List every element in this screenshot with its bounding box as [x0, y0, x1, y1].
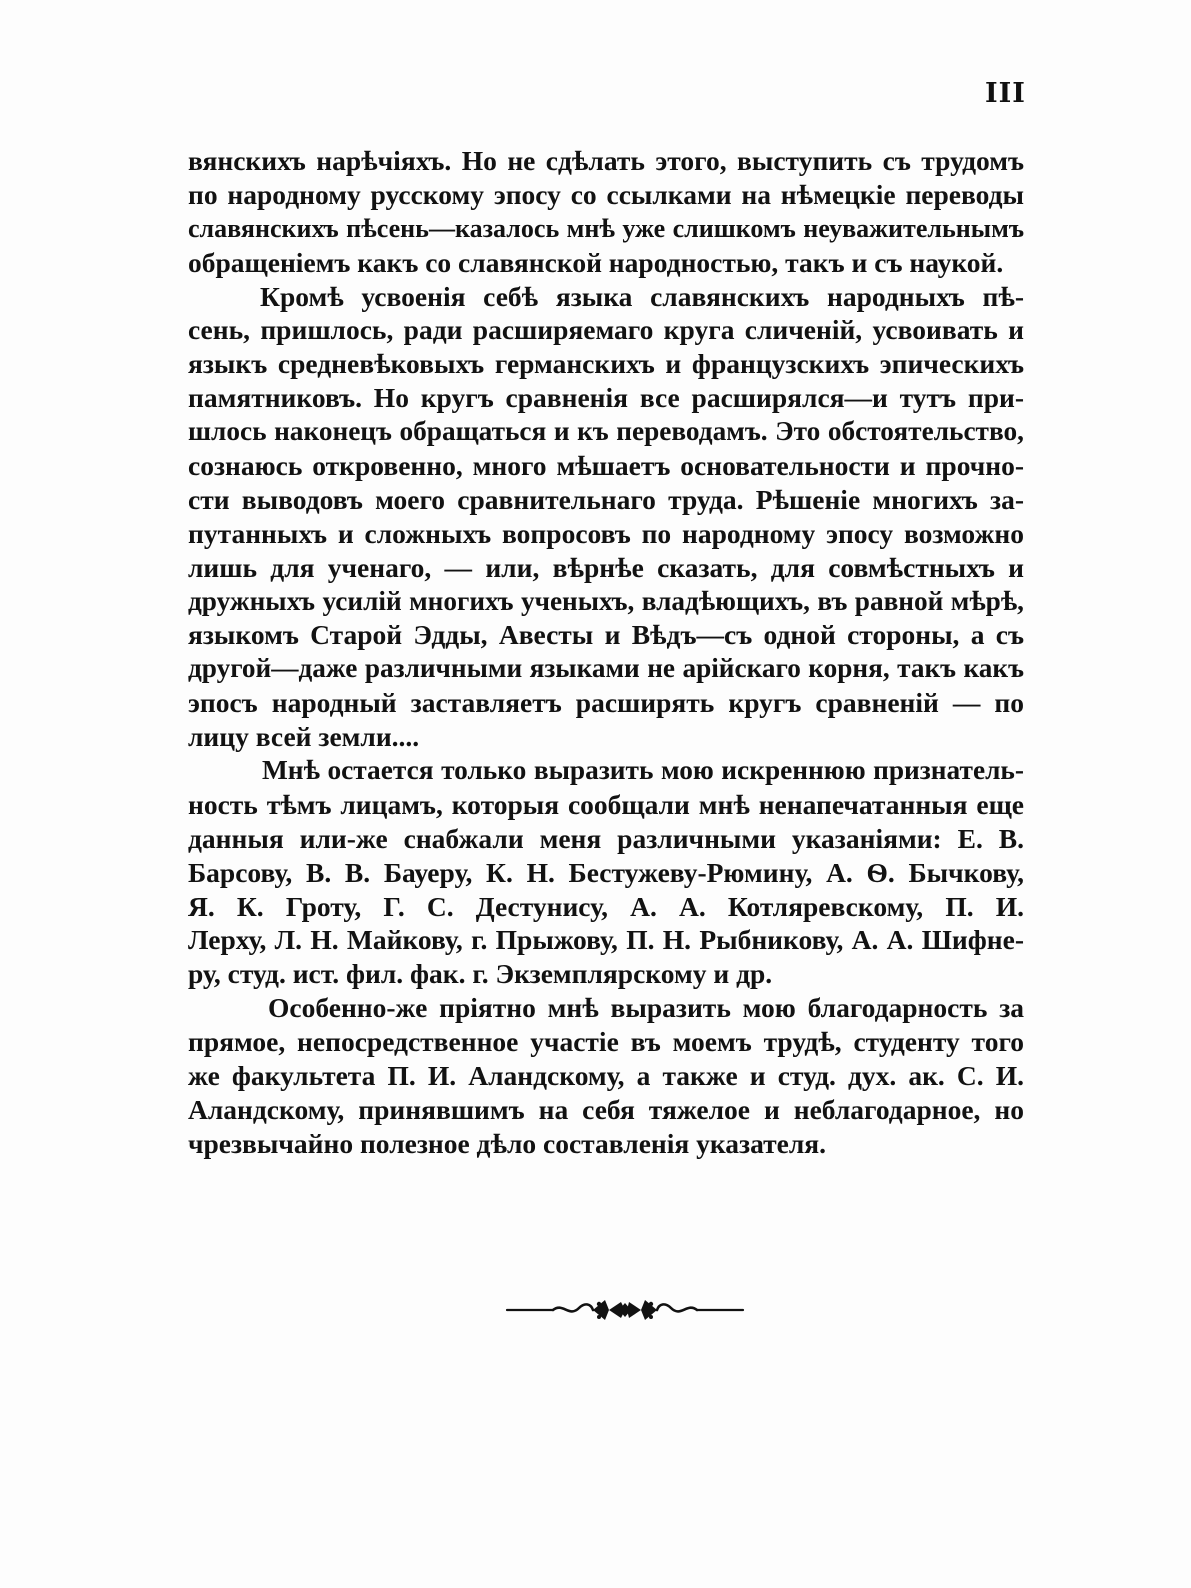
- text-line: сти выводовъ моего сравнительнаго труда. Рѣшеніе многихъ за-: [188, 483, 1024, 515]
- text-line: вянскихъ нарѣчіяхъ. Но не сдѣлать этого, выступить съ трудомъ: [188, 145, 1024, 176]
- text-line: языкъ средневѣковыхъ германскихъ и французскихъ эпическихъ: [188, 348, 1024, 380]
- paragraph-1: [188, 144, 1024, 280]
- text-line: чрезвычайно полезное дѣло составленія указателя.: [188, 1127, 827, 1159]
- text-line: Лерху, Л. Н. Майкову, г. Прыжову, П. Н. Рыбникову, А. А. Шифне-: [188, 924, 1024, 956]
- text-line: Барсову, В. В. Бауеру, К. Н. Бестужеву-Рюмину, А. Ѳ. Бычкову,: [188, 856, 1024, 888]
- text-line: данныя или-же снабжали меня различными указаніями: Е. В.: [188, 822, 1024, 854]
- text-line: памятниковъ. Но кругъ сравненія все расширялся—и тутъ при-: [188, 382, 1024, 414]
- page-number: III: [985, 78, 1026, 109]
- text-line: путанныхъ и сложныхъ вопросовъ по народному эпосу возможно: [188, 517, 1024, 549]
- text-line: сень, пришлось, ради расширяемаго круга сличеній, усвоивать и: [188, 314, 1024, 346]
- text-line: другой—даже различными языками не арійскаго корня, такъ какъ: [188, 653, 1024, 684]
- text-line: прямое, непосредственное участіе въ моемъ трудѣ, студенту того: [188, 1026, 1024, 1058]
- text-line: сознаюсь откровенно, много мѣшаетъ основательности и прочно-: [188, 450, 1024, 482]
- text-line: ность тѣмъ лицамъ, которыя сообщали мнѣ ненапечатанныя еще: [188, 788, 1024, 820]
- paragraph-4: [188, 991, 1024, 1160]
- text-line: эпосъ народный заставляетъ расширять кругъ сравненій — по: [188, 687, 1024, 719]
- paragraph-2: [188, 280, 1024, 754]
- text-line: лицу всей земли....: [188, 721, 420, 753]
- text-line: Особенно-же пріятно мнѣ выразить мою благодарность за: [268, 992, 1024, 1024]
- paragraph-3: [188, 754, 1024, 991]
- text-line: языкомъ Старой Эдды, Авесты и Вѣдъ—съ одной стороны, а съ: [188, 619, 1024, 651]
- text-line: Мнѣ остается только выразить мою искреннюю признатель-: [262, 755, 1024, 786]
- text-line: обращеніемъ какъ со славянской народностью, такъ и съ наукой.: [188, 246, 1004, 278]
- text-line: ру, студ. ист. фил. фак. г. Экземплярскому и др.: [188, 958, 773, 990]
- text-line: же факультета П. И. Аландскому, а также и студ. дух. ак. С. И.: [188, 1060, 1024, 1092]
- body-text: [188, 144, 1024, 1161]
- text-line: Аландскому, принявшимъ на себя тяжелое и неблагодарное, но: [188, 1093, 1024, 1125]
- text-line: Кромѣ усвоенія себѣ языка славянскихъ народныхъ пѣ-: [260, 280, 1024, 312]
- text-line: по народному русскому эпосу со ссылками на нѣмецкіе переводы: [188, 178, 1024, 210]
- text-line: дружныхъ усилій многихъ ученыхъ, владѣющихъ, въ равной мѣрѣ,: [188, 585, 1024, 616]
- text-line: Я. К. Гроту, Г. С. Дестунису, А. А. Котляревскому, П. И.: [188, 890, 1024, 922]
- text-line: славянскихъ пѣсень—казалось мнѣ уже слишкомъ неуважительнымъ: [188, 213, 1024, 243]
- text-line: лишь для ученаго, — или, вѣрнѣе сказать, для совмѣстныхъ и: [188, 551, 1024, 583]
- text-line: шлось наконецъ обращаться и къ переводамъ. Это обстоятельство,: [188, 416, 1024, 447]
- decorative-tailpiece-icon: [505, 1290, 745, 1330]
